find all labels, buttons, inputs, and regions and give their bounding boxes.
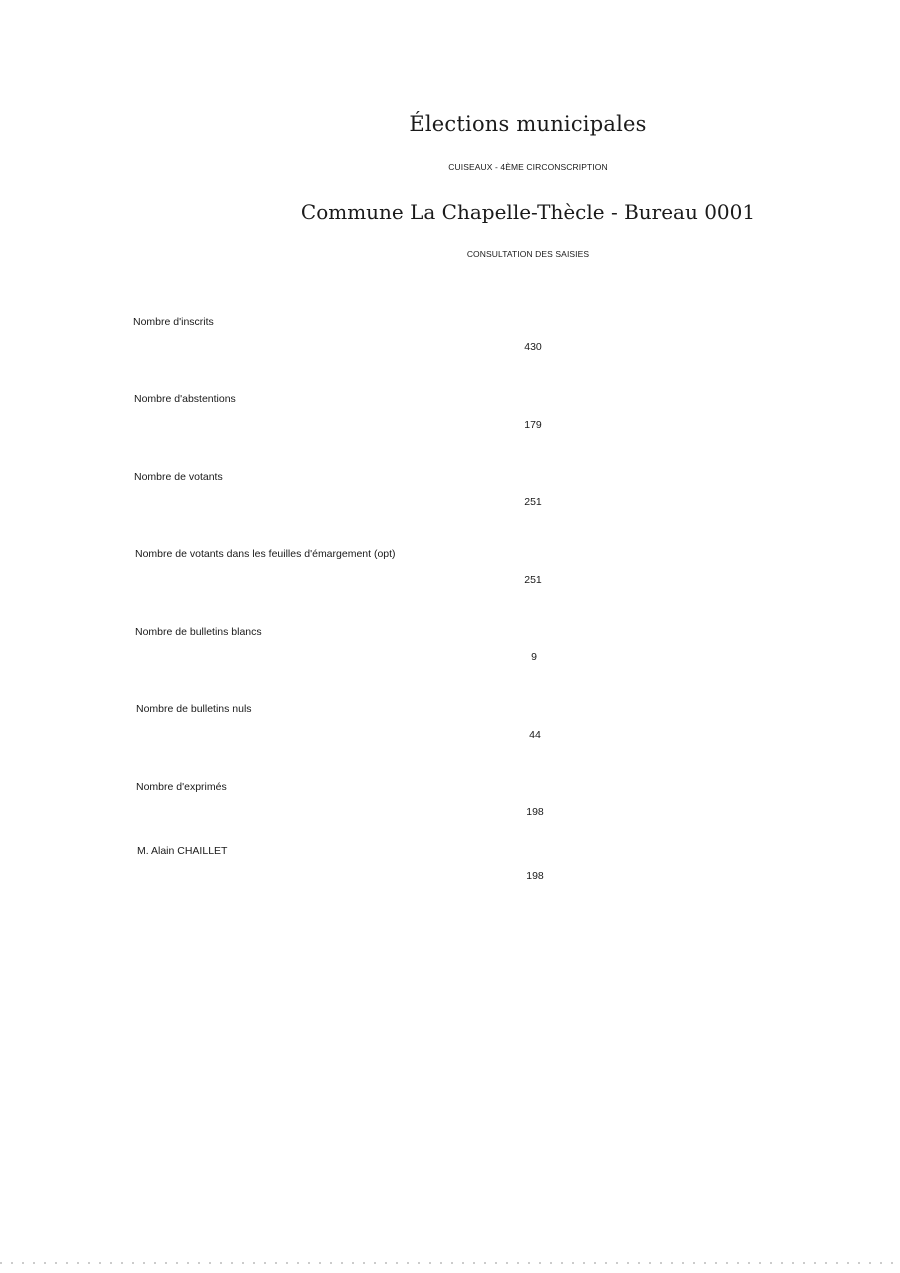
- candidate-value: 198: [526, 870, 544, 882]
- bulletins-nuls-value: 44: [529, 729, 541, 741]
- page-title: Élections municipales: [409, 112, 647, 136]
- section-heading: CONSULTATION DES SAISIES: [466, 249, 590, 259]
- inscrits-value: 430: [524, 341, 542, 353]
- scan-artifact-line: [0, 1262, 900, 1264]
- bulletins-blancs-label: Nombre de bulletins blancs: [135, 626, 262, 638]
- bulletins-nuls-label: Nombre de bulletins nuls: [136, 703, 252, 715]
- exprimes-value: 198: [526, 806, 544, 818]
- abstentions-value: 179: [524, 419, 542, 431]
- votants-value: 251: [524, 496, 542, 508]
- votants-emargement-label: Nombre de votants dans les feuilles d'émargement (opt): [135, 548, 396, 560]
- candidate-label: M. Alain CHAILLET: [137, 845, 228, 857]
- abstentions-label: Nombre d'abstentions: [134, 393, 236, 405]
- votants-label: Nombre de votants: [134, 471, 223, 483]
- commune-bureau-heading: Commune La Chapelle-Thècle - Bureau 0001: [300, 200, 756, 224]
- bulletins-blancs-value: 9: [531, 651, 537, 663]
- inscrits-label: Nombre d'inscrits: [133, 316, 214, 328]
- circonscription-subtitle: CUISEAUX - 4ÈME CIRCONSCRIPTION: [448, 162, 608, 172]
- exprimes-label: Nombre d'exprimés: [136, 781, 227, 793]
- votants-emargement-value: 251: [524, 574, 542, 586]
